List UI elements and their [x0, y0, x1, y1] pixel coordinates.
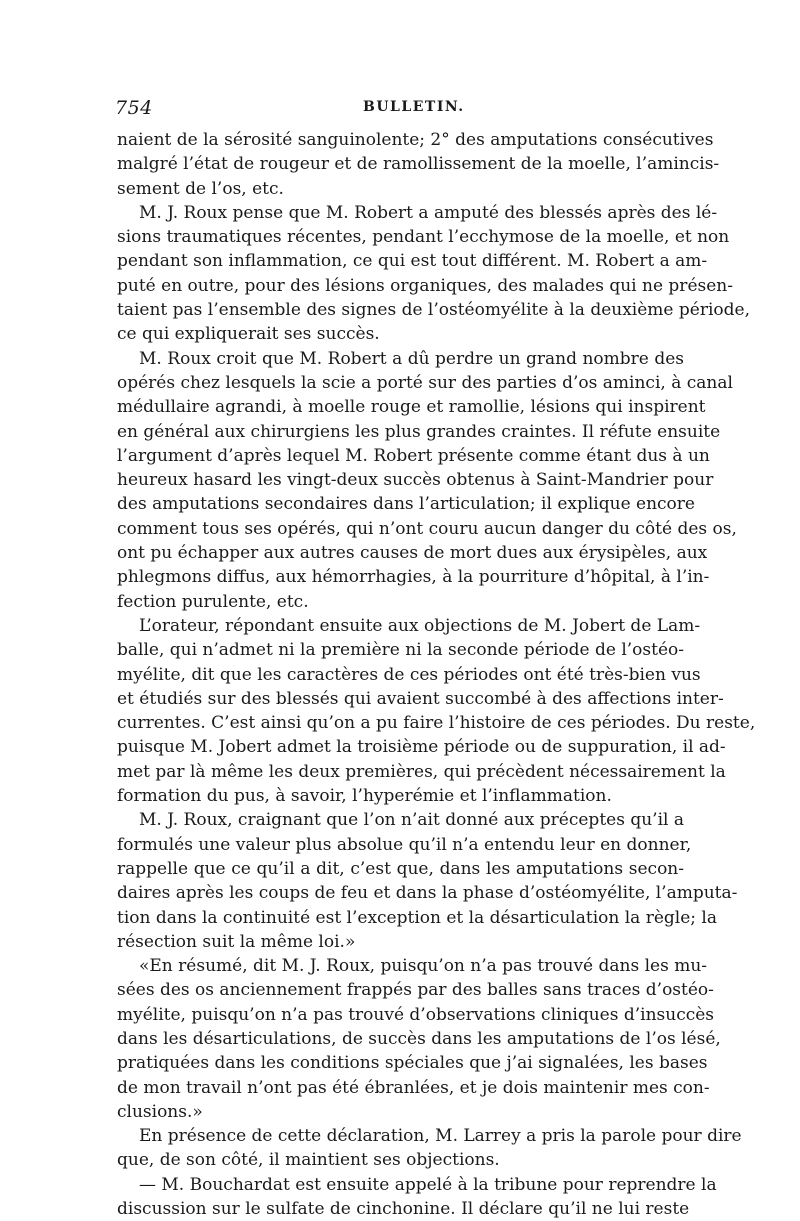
text-line: de mon travail n’ont pas été ébranlées, et je dois maintenir mes con- — [117, 1077, 710, 1098]
text-line: heureux hasard les vingt-deux succès obtenus à Saint-Mandrier pour — [117, 470, 714, 491]
text-line: puté en outre, pour des lésions organiques, des malades qui ne présen- — [117, 275, 733, 296]
text-line: currentes. C’est ainsi qu’on a pu faire l’histoire de ces périodes. Du reste, — [117, 713, 756, 734]
text-line: ce qui expliquerait ses succès. — [117, 324, 380, 345]
text-line: fection purulente, etc. — [117, 591, 309, 612]
text-line: M. Roux croit que M. Robert a dû perdre un grand nombre des — [139, 348, 684, 369]
text-line: balle, qui n’admet ni la première ni la seconde période de l’ostéo- — [117, 640, 684, 661]
text-line: clusions.» — [117, 1101, 203, 1122]
text-line: M. J. Roux pense que M. Robert a amputé des blessés après des lé- — [139, 202, 718, 223]
text-line: myélite, puisqu’on n’a pas trouvé d’observations cliniques d’insuccès — [117, 1004, 715, 1025]
text-line: pendant son inflammation, ce qui est tout différent. M. Robert a am- — [117, 251, 708, 272]
page-number: 754 — [115, 97, 153, 119]
text-line: et étudiés sur des blessés qui avaient succombé à des affections inter- — [117, 688, 724, 709]
text-line: puisque M. Jobert admet la troisième période ou de suppuration, il ad- — [117, 737, 726, 758]
text-line: phlegmons diffus, aux hémorrhagies, à la pourriture d’hôpital, à l’in- — [117, 567, 710, 588]
text-line: ont pu échapper aux autres causes de mort dues aux érysipèles, aux — [117, 543, 708, 564]
text-line: tion dans la continuité est l’exception et la désarticulation la règle; la — [117, 907, 717, 928]
text-line: En présence de cette déclaration, M. Larrey a pris la parole pour dire — [139, 1126, 742, 1147]
text-line: l’argument d’après lequel M. Robert présente comme étant dus à un — [117, 445, 710, 466]
text-line: formulés une valeur plus absolue qu’il n’a entendu leur en donner, — [117, 834, 692, 855]
text-line: L’orateur, répondant ensuite aux objections de M. Jobert de Lam- — [139, 615, 701, 636]
text-line: opérés chez lesquels la scie a porté sur des parties d’os aminci, à canal — [117, 372, 733, 393]
text-line: médullaire agrandi, à moelle rouge et ramollie, lésions qui inspirent — [117, 397, 706, 418]
body-text — [117, 128, 756, 1221]
text-line: sées des os anciennement frappés par des balles sans traces d’ostéo- — [117, 980, 714, 1001]
text-line: — M. Bouchardat est ensuite appelé à la tribune pour reprendre la — [139, 1174, 717, 1195]
page-header — [115, 97, 685, 123]
text-line: «En résumé, dit M. J. Roux, puisqu’on n’a pas trouvé dans les mu- — [139, 956, 708, 977]
running-head: BULLETIN. — [363, 99, 465, 115]
text-line: en général aux chirurgiens les plus grandes craintes. Il réfute ensuite — [117, 421, 721, 442]
text-line: sions traumatiques récentes, pendant l’ecchymose de la moelle, et non — [117, 227, 730, 248]
text-line: rappelle que ce qu’il a dit, c’est que, dans les amputations secon- — [117, 858, 684, 879]
text-line: résection suit la même loi.» — [117, 931, 356, 952]
text-line: myélite, dit que les caractères de ces périodes ont été très-bien vus — [117, 664, 701, 685]
text-line: daires après les coups de feu et dans la phase d’ostéomyélite, l’amputa- — [117, 883, 738, 904]
text-line: comment tous ses opérés, qui n’ont couru aucun danger du côté des os, — [117, 518, 737, 539]
text-line: taient pas l’ensemble des signes de l’ostéomyélite à la deuxième période, — [117, 300, 750, 321]
text-line: que, de son côté, il maintient ses objections. — [117, 1150, 500, 1171]
text-line: pratiquées dans les conditions spéciales que j’ai signalées, les bases — [117, 1053, 708, 1074]
text-line: malgré l’état de rougeur et de ramollissement de la moelle, l’amincis- — [117, 154, 720, 175]
text-line: sement de l’os, etc. — [117, 178, 284, 199]
text-line: naient de la sérosité sanguinolente; 2° des amputations consécutives — [117, 130, 714, 150]
text-line: des amputations secondaires dans l’articulation; il explique encore — [117, 494, 695, 515]
text-line: dans les désarticulations, de succès dans les amputations de l’os lésé, — [117, 1028, 721, 1049]
text-line: met par là même les deux premières, qui précèdent nécessairement la — [117, 761, 726, 782]
text-line: formation du pus, à savoir, l’hyperémie et l’inflammation. — [117, 786, 612, 807]
text-line: discussion sur le sulfate de cinchonine. Il déclare qu’il ne lui reste — [117, 1199, 690, 1220]
text-line: M. J. Roux, craignant que l’on n’ait donné aux préceptes qu’il a — [139, 810, 684, 831]
